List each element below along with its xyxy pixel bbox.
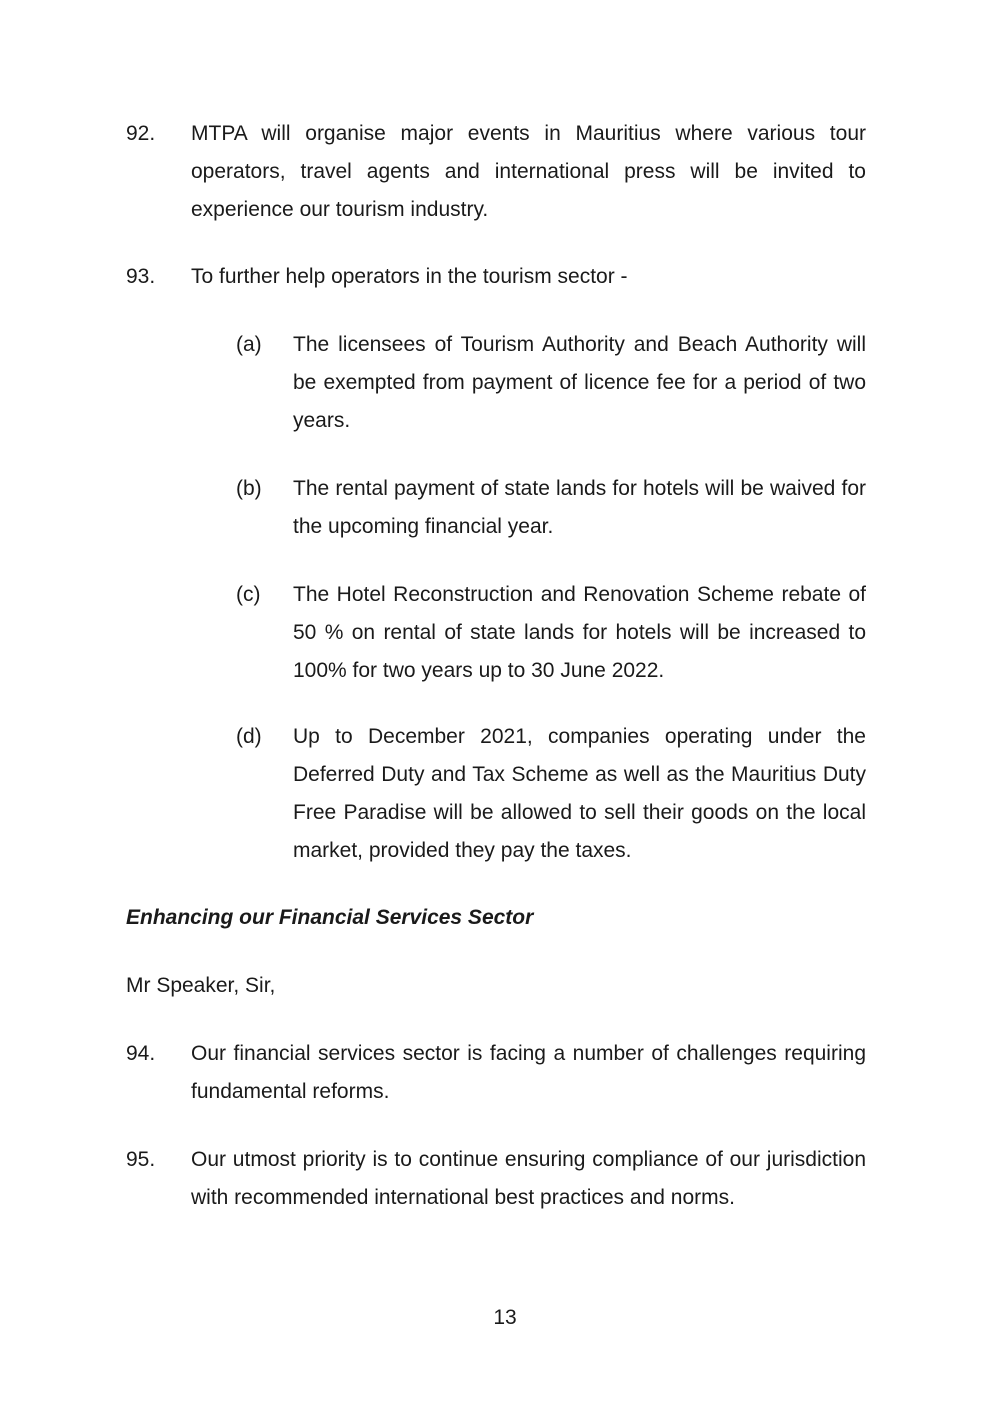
sub-item-label: (d) (236, 725, 262, 748)
paragraph-number: 93. (126, 265, 156, 288)
paragraph-text: Our utmost priority is to continue ensuring compliance of our jurisdiction with recommended international best practices and norms. (191, 1148, 866, 1209)
paragraph-95 (126, 1141, 866, 1217)
page-number: 13 (493, 1306, 517, 1329)
paragraph-92 (126, 115, 866, 229)
paragraph-text: To further help operators in the tourism sector - (191, 265, 628, 288)
paragraph-text: MTPA will organise major events in Mauritius where various tour operators, travel agents and international press will be invited to experience our tourism industry. (191, 122, 866, 221)
sub-item-a (236, 326, 866, 440)
paragraph-number: 95. (126, 1148, 156, 1171)
paragraph-94 (126, 1035, 866, 1111)
sub-item-b (236, 470, 866, 546)
sub-item-text: The licensees of Tourism Authority and Beach Authority will be exempted from payment of licence fee for a period of two years. (293, 333, 866, 432)
paragraph-93 (126, 258, 866, 296)
sub-item-c (236, 576, 866, 690)
sub-item-d (236, 718, 866, 870)
sub-item-label: (a) (236, 333, 262, 356)
salutation: Mr Speaker, Sir, (126, 974, 276, 997)
paragraph-number: 94. (126, 1042, 156, 1065)
paragraph-text: Our financial services sector is facing a number of challenges requiring fundamental reforms. (191, 1042, 866, 1103)
sub-item-label: (c) (236, 583, 261, 606)
sub-item-text: Up to December 2021, companies operating under the Deferred Duty and Tax Scheme as well as the Mauritius Duty Free Paradise will be allowed to sell their goods on the local market, provided they pay the taxes. (293, 725, 866, 862)
section-heading: Enhancing our Financial Services Sector (126, 906, 534, 929)
sub-item-label: (b) (236, 477, 262, 500)
sub-item-text: The Hotel Reconstruction and Renovation Scheme rebate of 50 % on rental of state lands for hotels will be increased to 100% for two years up to 30 June 2022. (293, 583, 866, 682)
paragraph-number: 92. (126, 122, 156, 145)
sub-item-text: The rental payment of state lands for hotels will be waived for the upcoming financial year. (293, 477, 866, 538)
